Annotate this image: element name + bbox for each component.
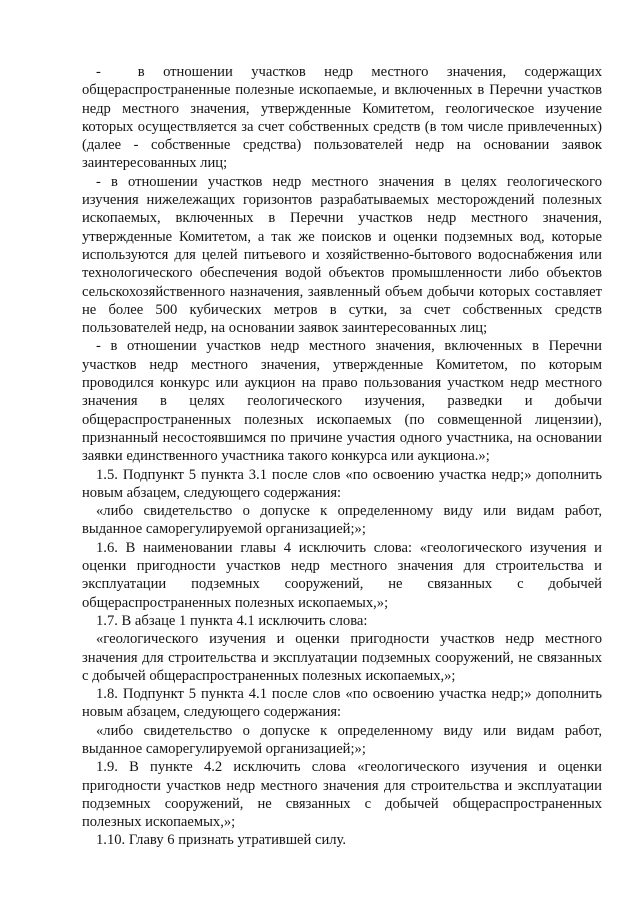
paragraph-subsection-lower-horizons: - в отношении участков недр местного значения в целях геологического изучения нижележащих горизонтов разрабатываемых месторождений полезных ископаемых, включенных в Перечни участков недр местного значения, утвержденные Комитетом, а так же поисков и оценки подземных вод, которые используются для целей питьевого и хозяйственно-бытового водоснабжения или технологического обеспечения водой объектов промышленности либо объектов сельскохозяйственного назначения, заявленный объем добычи которых составляет не более 500 кубических метров в сутки, за счет собственных средств пользователей недр, на основании заявок заинтересованных лиц; [82,173,602,337]
paragraph-quote-1-7: «геологического изучения и оценки пригодности участков недр местного значения для строительства и эксплуатации подземных сооружений, не связанных с добычей общераспространенных полезных ископаемых,»; [82,631,602,684]
paragraph-item-1-10: 1.10. Главу 6 признать утратившей силу. [96,832,347,849]
paragraph-item-1-6: 1.6. В наименовании главы 4 исключить слова: «геологического изучения и оценки пригодности участков недр местного значения для строительства и эксплуатации подземных сооружений, не связанных с добычей общераспространенных полезных ископаемых,»; [82,539,602,611]
paragraph-quote-1-5: «либо свидетельство о допуске к определенному виду или видам работ, выданное саморегулируемой организацией;»; [82,503,602,538]
document-page [82,63,602,850]
paragraph-subsection-failed-auction: - в отношении участков недр местного значения, включенных в Перечни участков недр местного значения, утвержденные Комитетом, по которым проводился конкурс или аукцион на право пользования участком недр местного значения в целях геологического изучения, разведки и добычи общераспространенных полезных ископаемых (по совмещенной лицензии), признанный несостоявшимся по причине участия одного участника, на основании заявки единственного участника такого конкурса или аукциона.»; [82,338,602,465]
paragraph-item-1-5: 1.5. Подпункт 5 пункта 3.1 после слов «по освоению участка недр;» дополнить новым абзацем, следующего содержания: [82,466,602,501]
paragraph-item-1-7: 1.7. В абзаце 1 пункта 4.1 исключить слова: [96,612,368,629]
paragraph-quote-1-8: «либо свидетельство о допуске к определенному виду или видам работ, выданное саморегулируемой организацией;»; [82,722,602,757]
paragraph-subsection-local-deposits: - в отношении участков недр местного значения, содержащих общераспространенные полезные ископаемые, и включенных в Перечни участков недр местного значения, утвержденные Комитетом, геологическое изучение которых осуществляется за счет собственных средств (в том числе привлеченных) (далее - собственные средства) пользователей недр на основании заявок заинтересованных лиц; [82,64,602,172]
paragraph-item-1-9: 1.9. В пункте 4.2 исключить слова «геологического изучения и оценки пригодности участков недр местного значения для строительства и эксплуатации подземных сооружений, не связанных с добычей общераспространенных полезных ископаемых,»; [82,759,602,831]
paragraph-item-1-8: 1.8. Подпункт 5 пункта 4.1 после слов «по освоению участка недр;» дополнить новым абзацем, следующего содержания: [82,686,602,721]
